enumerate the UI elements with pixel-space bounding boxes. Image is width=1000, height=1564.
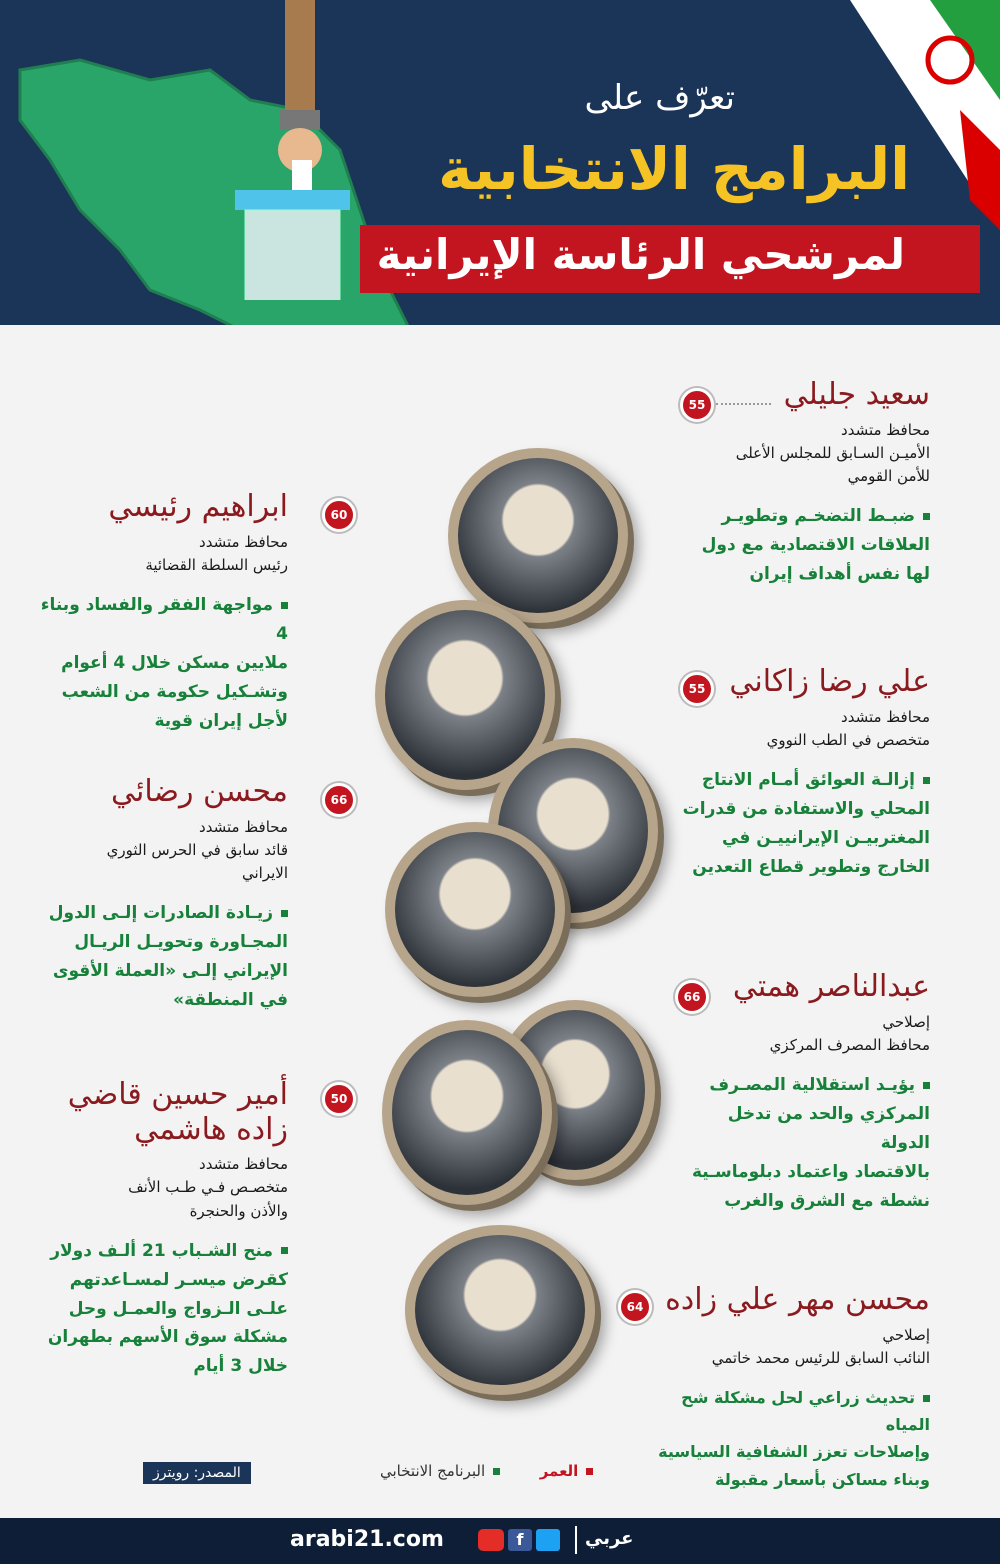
candidate-name: محسن مهر علي زاده [665, 1282, 930, 1317]
candidate-hemmati [680, 970, 930, 1215]
candidate-role: الايراني [241, 864, 288, 882]
program-line: المغتربيـن الإيرانييـن في [722, 827, 930, 848]
program-line: مشكلة سوق الأسهم بطهران [47, 1327, 288, 1348]
candidate-stance: محافظ متشدد [199, 1155, 288, 1173]
bullet-icon [923, 777, 930, 784]
candidate-name: زاده هاشمي [134, 1111, 288, 1147]
legend-program-label: البرنامج الانتخابي [380, 1462, 486, 1480]
bullet-icon [923, 1082, 930, 1089]
candidate-role: محافظ المصرف المركزي [769, 1035, 930, 1054]
footer-bar [0, 1518, 1000, 1564]
program-line: وإصلاحات تعزز الشفافية السياسية [658, 1442, 930, 1462]
legend-program-swatch [493, 1468, 500, 1475]
candidate-name: علي رضا زاكاني [729, 664, 930, 699]
legend-age-swatch [586, 1468, 593, 1475]
program-line: الخارج وتطوير قطاع التعدين [692, 856, 930, 877]
candidate-name: ابراهيم رئيسي [108, 489, 288, 524]
ballot-box-icon [235, 190, 350, 300]
age-badge: 64 [618, 1290, 652, 1324]
candidate-photo-mehralizadeh [405, 1225, 595, 1395]
candidate-role: الأميـن السـابق للمجلس الأعلى [735, 443, 930, 462]
program-line: إزالـة العوائق أمـام الانتاج [701, 770, 915, 790]
program-line: خلال 3 أيام [193, 1356, 288, 1377]
program-line: لها نفس أهداف إيران [749, 564, 930, 585]
legend [380, 1462, 593, 1480]
program-line: كقرض ميسـر لمسـاعدتهم [69, 1269, 288, 1290]
candidate-photo-rezaei [385, 822, 565, 997]
candidate-stance: إصلاحي [882, 1325, 930, 1344]
program-line: العلاقات الاقتصادية مع دول [701, 535, 930, 556]
header-subtitle: تعرّف على [584, 78, 735, 118]
candidate-rezaei [38, 775, 288, 1015]
site-url[interactable]: arabi21.com [290, 1527, 444, 1552]
candidate-photo-jalili [448, 448, 628, 623]
age-badge: 50 [322, 1082, 356, 1116]
twitter-icon[interactable] [536, 1529, 560, 1551]
candidate-ghazizadeh [38, 1078, 288, 1381]
age-badge: 60 [322, 498, 356, 532]
header-title: البرامج الانتخابية [438, 135, 910, 203]
candidate-stance: محافظ متشدد [199, 817, 288, 836]
bullet-icon [923, 1395, 930, 1402]
program-line: منح الشـباب 21 ألـف دولار [50, 1240, 273, 1261]
candidate-role: متخصص في الطب النووي [766, 730, 930, 749]
candidate-stance: محافظ متشدد [199, 532, 288, 551]
candidate-role: قائد سابق في الحرس الثوري [106, 840, 288, 859]
candidate-role: النائب السابق للرئيس محمد خاتمي [711, 1348, 930, 1367]
divider [575, 1526, 577, 1554]
program-line: ملايين مسكن خلال 4 أعوام [61, 652, 288, 673]
candidate-name: محسن رضائي [110, 774, 288, 809]
program-line: المجـاورة وتحويـل الريـال [74, 932, 288, 953]
bullet-icon [281, 910, 288, 917]
legend-age-label: العمر [539, 1462, 579, 1480]
candidate-mehralizadeh [640, 1283, 930, 1493]
header-ribbon-text: لمرشحي الرئاسة الإيرانية [376, 230, 905, 279]
program-line: ضبـط التضخـم وتطويـر [721, 506, 915, 527]
candidate-stance: محافظ متشدد [841, 707, 930, 726]
program-line: علـى الـزواج والعمـل وحل [68, 1298, 288, 1319]
candidate-zakani [680, 665, 930, 882]
candidate-name: عبدالناصر همتي [732, 969, 930, 1004]
candidate-role: متخصـص فـي طـب الأنف [128, 1178, 288, 1197]
candidate-role: رئيس السلطة القضائية [145, 555, 288, 574]
program-line: يؤيـد استقلالية المصـرف [709, 1075, 915, 1095]
age-badge: 66 [675, 980, 709, 1014]
brand-logo: عربي [585, 1528, 634, 1549]
voting-hand-icon [270, 0, 330, 200]
program-line: بالاقتصاد واعتماد دبلوماسـية [691, 1161, 930, 1182]
program-line: لأجل إيران قوية [154, 710, 288, 731]
header-banner [0, 0, 1000, 325]
source-label: المصدر: رويترز [143, 1462, 251, 1484]
bullet-icon [281, 602, 288, 609]
candidate-name: أمير حسين قاضي [67, 1077, 288, 1112]
youtube-icon[interactable] [478, 1529, 504, 1551]
candidate-stance: إصلاحي [882, 1012, 930, 1031]
program-line: تحديث زراعي لحل مشكلة شح المياه [681, 1388, 930, 1435]
age-badge: 66 [322, 783, 356, 817]
bullet-icon [281, 1247, 288, 1254]
program-line: المحلي والاستفادة من قدرات [682, 798, 930, 819]
age-badge: 55 [680, 388, 714, 422]
candidate-role: للأمن القومي [847, 467, 930, 485]
program-line: في المنطقة» [173, 989, 288, 1010]
candidate-raisi [38, 490, 288, 735]
program-line: وتشـكيل حكومة من الشعب [61, 681, 288, 702]
candidate-name: سعيد جليلي [783, 377, 930, 412]
program-line: مواجهة الفقر والفساد وبناء 4 [40, 595, 288, 644]
program-line: زيـادة الصادرات إلـى الدول [48, 903, 273, 924]
candidate-photo-ghazizadeh [382, 1020, 552, 1205]
age-badge: 55 [680, 672, 714, 706]
program-line: الإيراني إلـى «العملة الأقوى [52, 961, 288, 982]
program-line: المركزي والحد من تدخل الدولة [727, 1103, 930, 1153]
candidate-stance: محافظ متشدد [841, 420, 930, 439]
facebook-icon[interactable]: f [508, 1529, 532, 1551]
bullet-icon [923, 513, 930, 520]
candidate-jalili [680, 378, 930, 589]
program-line: نشطة مع الشرق والغرب [724, 1190, 930, 1211]
program-line: وبناء مساكن بأسعار مقبولة [715, 1469, 930, 1489]
candidate-role: والأذن والحنجرة [189, 1201, 288, 1220]
